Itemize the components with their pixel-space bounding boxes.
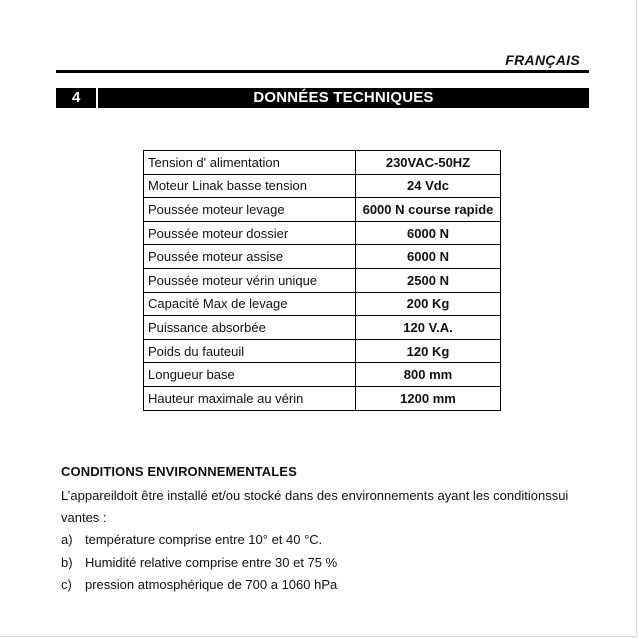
spec-label: Hauteur maximale au vérin [144,386,356,410]
spec-label: Puissance absorbée [144,316,356,340]
header-rule [56,70,589,73]
condition-text: température comprise entre 10° et 40 °C. [85,532,323,547]
condition-text: Humidité relative comprise entre 30 et 75 % [85,554,338,570]
spec-label: Poussée moteur dossier [144,221,356,245]
table-row [144,174,501,198]
spec-label: Poids du fauteuil [144,339,356,363]
table-row [144,268,501,292]
table-row [144,292,501,316]
spec-value: 6000 N [356,245,501,269]
list-marker: c) [61,577,72,592]
list-item [61,552,337,575]
environment-intro: L’appareildoit être installé et/ou stocké dans des environnements ayant les conditionssui vantes : [61,488,569,525]
spec-label: Longueur base [144,363,356,387]
spec-value: 1200 mm [356,386,501,410]
table-row [144,339,501,363]
list-marker: b) [61,554,73,570]
spec-label: Tension d' alimentation [144,151,356,175]
spec-value: 24 Vdc [356,174,501,198]
table-row [144,221,501,245]
table-row [144,151,501,175]
environment-heading: CONDITIONS ENVIRONNEMENTALES [61,464,297,479]
spec-label: Moteur Linak basse tension [144,174,356,198]
section-header-bar [56,88,589,108]
language-label: FRANÇAIS [505,52,580,68]
section-number: 4 [72,89,81,106]
spec-value: 2500 N [356,268,501,292]
table-row [144,198,501,222]
list-marker: a) [61,532,73,547]
spec-value: 120 V.A. [356,316,501,340]
spec-value: 6000 N course rapide [356,198,501,222]
table-row [144,245,501,269]
list-item [61,574,337,597]
spec-value: 230VAC-50HZ [356,151,501,175]
spec-label: Poussée moteur vérin unique [144,268,356,292]
condition-text: pression atmosphérique de 700 a 1060 hPa [85,577,338,592]
technical-data-table [143,150,501,411]
spec-value: 800 mm [356,363,501,387]
spec-value: 200 Kg [356,292,501,316]
environment-conditions-list [61,529,337,597]
spec-label: Poussée moteur levage [144,198,356,222]
section-title: DONNÉES TECHNIQUES [253,89,434,106]
spec-value: 120 Kg [356,339,501,363]
spec-label: Capacité Max de levage [144,292,356,316]
table-row [144,316,501,340]
table-row [144,386,501,410]
spec-label: Poussée moteur assise [144,245,356,269]
list-item [61,529,337,552]
table-row [144,363,501,387]
spec-value: 6000 N [356,221,501,245]
